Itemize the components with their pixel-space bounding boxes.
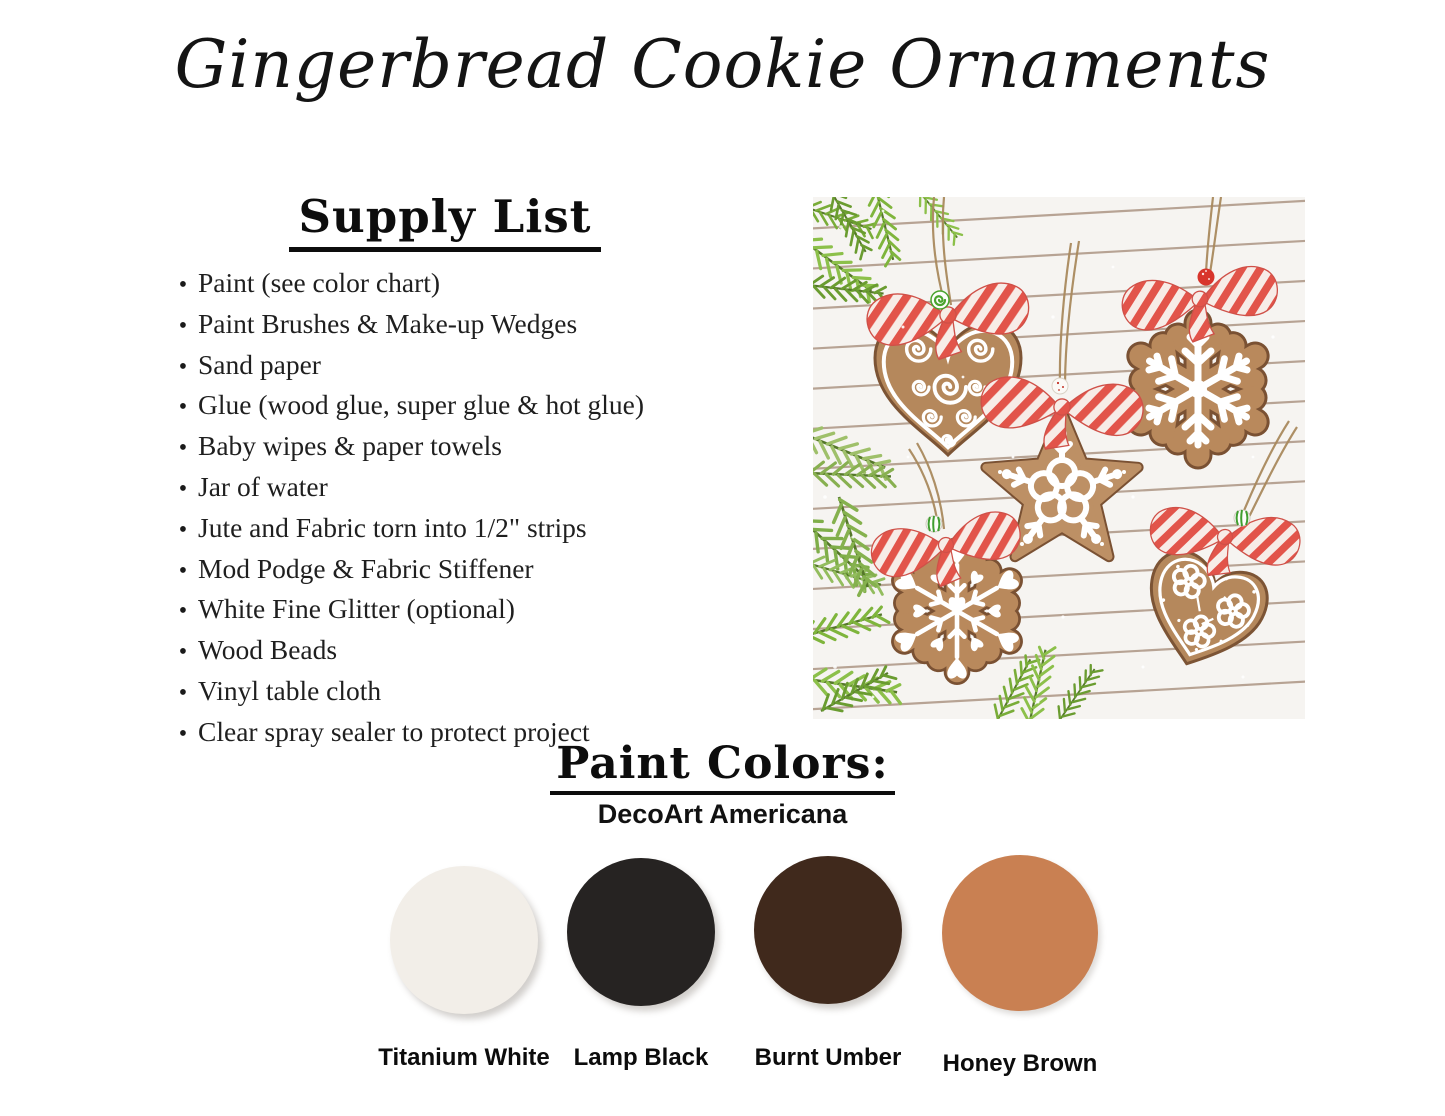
supply-item <box>168 305 828 346</box>
bullet-icon: • <box>178 720 188 747</box>
bullet-icon: • <box>178 557 188 584</box>
swatch-label-burnt-umber: Burnt Umber <box>754 1044 902 1071</box>
bullet-icon: • <box>178 598 188 625</box>
green-stripe-bead <box>1234 510 1250 526</box>
supply-item-text: White Fine Glitter (optional) <box>198 593 515 625</box>
swatch-label-honey-brown: Honey Brown <box>942 1050 1098 1077</box>
green-swirl-bead <box>931 291 949 309</box>
color-swatch-burnt-umber <box>754 856 902 1004</box>
supply-item <box>168 631 828 672</box>
supply-item <box>168 346 828 387</box>
bullet-icon: • <box>178 639 188 666</box>
bullet-icon: • <box>178 353 188 380</box>
page-title: Gingerbread Cookie Ornaments <box>174 26 1271 103</box>
bullet-icon: • <box>178 312 188 339</box>
bullet-icon: • <box>178 435 188 462</box>
paint-brand: DecoArt Americana <box>597 799 848 829</box>
bullet-icon: • <box>178 475 188 502</box>
supply-item-text: Glue (wood glue, super glue & hot glue) <box>198 389 645 421</box>
supply-item-text: Clear spray sealer to protect project <box>198 715 590 747</box>
supply-list-heading: Supply List <box>289 190 602 252</box>
paint-colors-heading: Paint Colors: <box>550 738 894 795</box>
supply-item <box>168 386 828 427</box>
bullet-icon: • <box>178 272 188 298</box>
supply-item-text: Baby wipes & paper towels <box>198 430 502 462</box>
paint-colors-heading-wrap <box>0 738 1445 795</box>
swatch-label-lamp-black: Lamp Black <box>573 1044 709 1071</box>
supply-item <box>168 550 828 591</box>
green-stripe-bead <box>926 516 942 532</box>
supply-item <box>168 509 828 550</box>
supply-item-text: Paint Brushes & Make-up Wedges <box>198 307 578 339</box>
color-swatch-titanium-white <box>390 866 538 1014</box>
color-swatch-honey-brown <box>942 855 1098 1011</box>
supply-item-text: Wood Beads <box>198 634 338 666</box>
swatch-label-titanium-white: Titanium White <box>378 1044 550 1071</box>
supply-item <box>168 427 828 468</box>
supply-item-text: Jute and Fabric torn into 1/2" strips <box>198 511 587 543</box>
supply-item <box>168 264 828 305</box>
bullet-icon: • <box>178 516 188 543</box>
supply-item-text: Jar of water <box>198 470 328 502</box>
supply-item <box>168 468 828 509</box>
supply-item-text: Sand paper <box>198 348 321 380</box>
snowflake-ornament <box>1131 323 1265 455</box>
supply-item-text: Vinyl table cloth <box>198 674 382 706</box>
ornament-photo <box>813 197 1305 719</box>
supply-item-text: Mod Podge & Fabric Stiffener <box>198 552 534 584</box>
supply-list-heading-wrap <box>170 190 720 252</box>
bullet-icon: • <box>178 679 188 706</box>
white-bead <box>1052 378 1068 394</box>
supply-item <box>168 590 828 631</box>
supply-list <box>168 264 828 754</box>
supply-item <box>168 672 828 713</box>
red-bead <box>1198 269 1215 286</box>
bullet-icon: • <box>178 394 188 421</box>
supply-item-text: Paint (see color chart) <box>198 267 441 298</box>
color-swatch-lamp-black <box>567 858 715 1006</box>
